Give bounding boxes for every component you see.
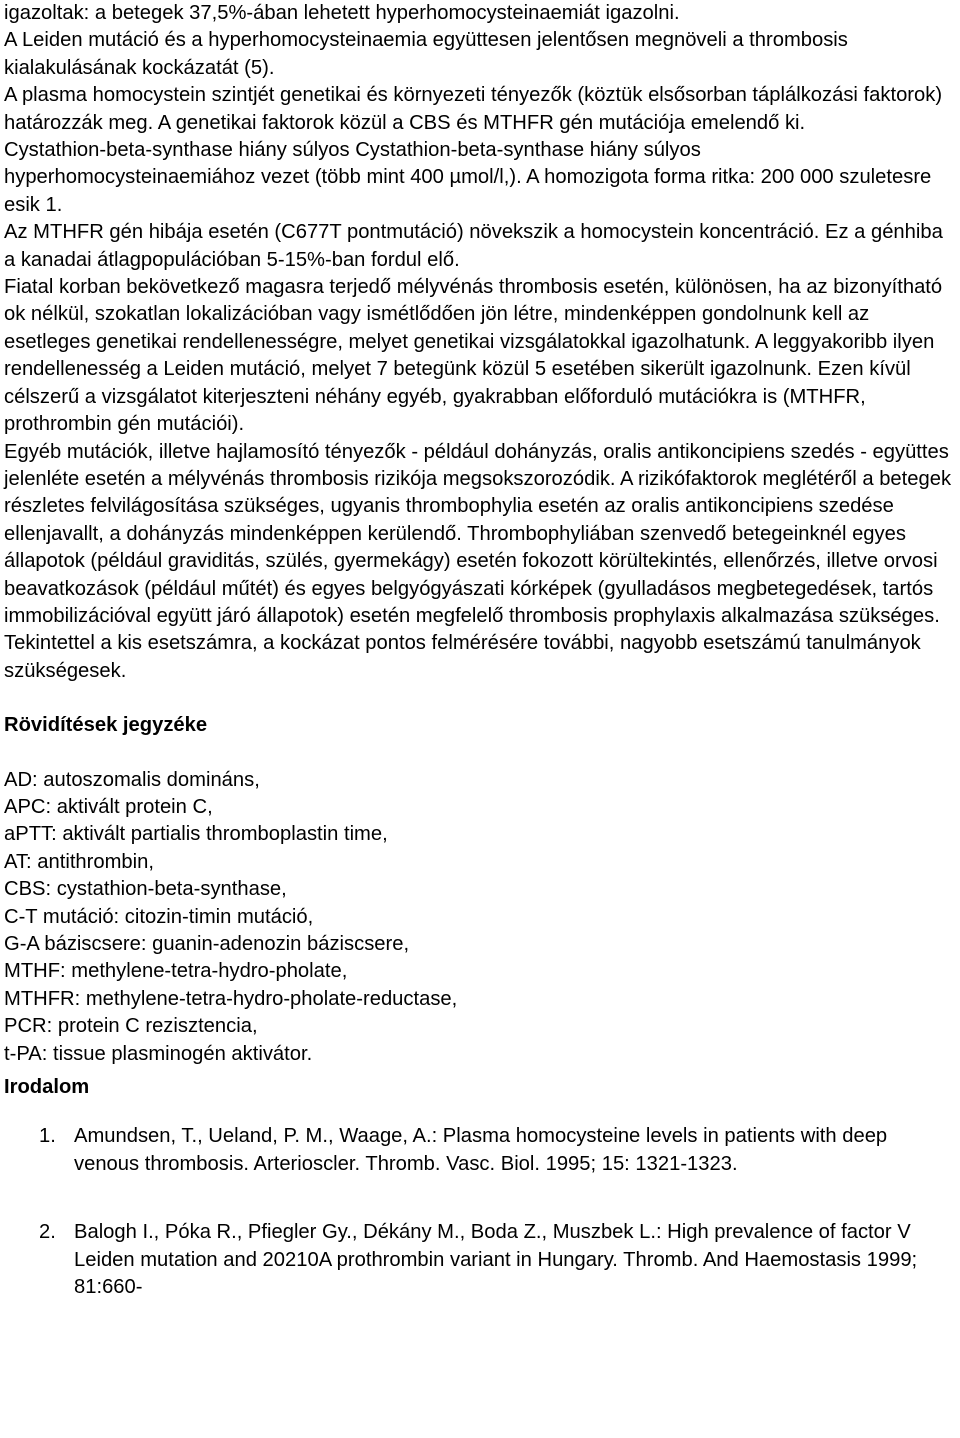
paragraph: igazoltak: a betegek 37,5%-ában lehetett hyperhomocysteinaemiát igazolni. xyxy=(4,2,680,24)
paragraph: Fiatal korban bekövetkező magasra terjedő mélyvénás thrombosis esetén, különösen, ha az bizonyítható ok nélkül, szokatlan lokalizációban vagy ismétlődően jön létre, mindenképpen gondolnunk kell az esetleges genetikai rendellenességre, melyet genetikai vizsgálatokkal igazolhatunk. A leggyakoribb ilyen rendellenesség a Leiden mutáció, melyet 7 betegünk közül 5 esetében sikerült igazolnunk. Ezen kívül célszerű a vizsgálatot kiterjeszteni néhány egyéb, gyakrabban előforduló mutációkra is (MTHFR, prothrombin gén mutációi). xyxy=(4,276,943,436)
abbreviation-item: PCR: protein C rezisztencia, xyxy=(4,1015,258,1038)
abbreviation-item: G-A báziscsere: guanin-adenozin báziscsere, xyxy=(4,933,410,955)
abbreviation-item: AT: antithrombin, xyxy=(4,850,154,873)
abbreviation-item: t-PA: tissue plasminogén aktivátor. xyxy=(4,1042,313,1065)
paragraph: Tekintettel a kis esetszámra, a kockázat pontos felmérésére további, nagyobb esetszámú tanulmányok szükségesek. xyxy=(4,632,921,682)
body-text xyxy=(4,0,956,685)
abbreviation-item: CBS: cystathion-beta-synthase, xyxy=(4,878,287,901)
paragraph: Az MTHFR gén hibája esetén (C677T pontmutáció) növekszik a homocystein koncentráció. Ez a génhiba a kanadai átlagpopulációban 5-15%-ban fordul elő. xyxy=(4,221,943,271)
paragraph: Cystathion-beta-synthase hiány súlyos Cystathion-beta-synthase hiány súlyos hyperhomocysteinaemiához vezet (több mint 400 µmol/l,). A homozigota forma ritka: 200 000 szuletesre esik 1. xyxy=(4,139,932,216)
abbreviation-item: APC: aktivált protein C, xyxy=(4,795,213,818)
paragraph: A plasma homocystein szintjét genetikai és környezeti tényezők (köztük elsősorban táplálkozási faktorok) határozzák meg. A genetikai faktorok közül a CBS és MTHFR gén mutációja emelendő ki. xyxy=(4,84,943,134)
abbreviation-item: aPTT: aktivált partialis thromboplastin time, xyxy=(4,823,388,846)
reference-list xyxy=(4,1123,956,1301)
literature-heading: Irodalom xyxy=(4,1076,90,1099)
paragraph: A Leiden mutáció és a hyperhomocysteinaemia együttesen jelentősen megnöveli a thrombosis kialakulásának kockázatát (5). xyxy=(4,29,848,79)
reference-text: Balogh I., Póka R., Pfiegler Gy., Dékány M., Boda Z., Muszbek L.: High prevalence of factor V Leiden mutation and 20210A prothrombin variant in Hungary. Thromb. And Haemostasis 1999; 81:660- xyxy=(74,1221,918,1299)
paragraph: Egyéb mutációk, illetve hajlamosító tényezők - például dohányzás, oralis antikoncipiens szedés - együttes jelenléte esetén a mélyvénás thrombosis rizikója megsokszorozódik. A rizikófaktorok meglétéről a betegek részletes felvilágosítása szükséges, ugyanis thrombophylia esetén az oralis antikoncipiens szedése ellenjavallt, a dohányzás mindenképpen kerülendő. Thrombophyliában szenvedő betegeinknél egyes állapotok (például graviditás, szülés, gyermekágy) esetén fokozott körültekintés, ellenőrzés, illetve orvosi beavatkozások (például műtét) és egyes belgyógyászati kórképek (gyulladásos megbetegedések, tartós immobilizációval együtt járó állapotok) esetén megfelelő thrombosis prophylaxis alkalmazása szükséges. xyxy=(4,440,952,627)
reference-item xyxy=(4,1123,956,1178)
abbreviations-heading: Rövidítések jegyzéke xyxy=(4,714,208,737)
abbreviation-item: MTHF: methylene-tetra-hydro-pholate, xyxy=(4,960,348,983)
reference-item xyxy=(4,1219,956,1301)
abbreviation-item: AD: autoszomalis domináns, xyxy=(4,768,260,791)
abbreviations-list xyxy=(4,767,956,1068)
abbreviation-item: C-T mutáció: citozin-timin mutáció, xyxy=(4,905,314,928)
reference-number: 2. xyxy=(39,1221,56,1244)
document-page xyxy=(4,0,956,1301)
reference-number: 1. xyxy=(39,1125,56,1148)
abbreviation-item: MTHFR: methylene-tetra-hydro-pholate-reductase, xyxy=(4,987,458,1010)
reference-text: Amundsen, T., Ueland, P. M., Waage, A.: Plasma homocysteine levels in patients with deep venous thrombosis. Arterioscler. Thromb. Vasc. Biol. 1995; 15: 1321-1323. xyxy=(74,1125,888,1175)
